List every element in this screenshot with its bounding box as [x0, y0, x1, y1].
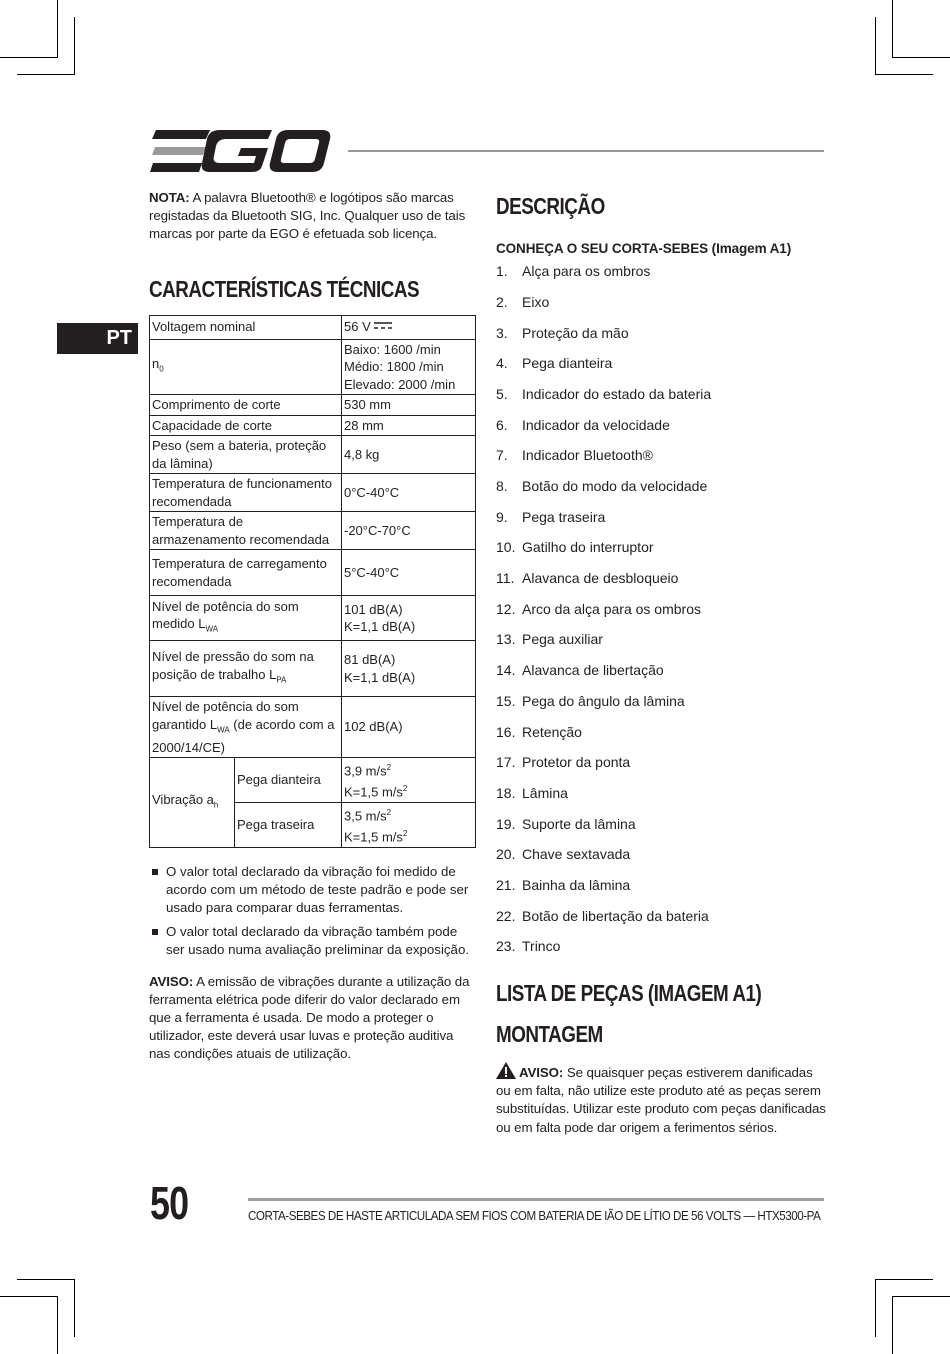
description-subheading: CONHEÇA O SEU CORTA-SEBES (Imagem A1)	[496, 241, 792, 256]
cut-capacity-label: Capacidade de corte	[150, 415, 342, 436]
left-column	[149, 189, 477, 1064]
parts-heading: LISTA DE PEÇAS (IMAGEM A1)	[496, 980, 762, 1007]
list-item: O valor total declarado da vibração foi medido de acordo com um método de teste padrão e pode ser usado para comparar duas ferramentas.	[149, 863, 477, 918]
n0-mid: Médio: 1800 /min	[344, 359, 444, 375]
cut-length-value: 530 mm	[342, 395, 476, 416]
front-handle-values	[342, 758, 476, 803]
page-number: 50	[150, 1177, 189, 1229]
table-row	[150, 758, 476, 803]
front-handle-value: 3,9 $m/s^2$	[344, 763, 392, 779]
list-item: 1. Alça para os ombros	[496, 263, 651, 280]
list-item: 17. Protetor da ponta	[496, 754, 631, 771]
weight-label: Peso (sem a bateria, proteção da lâmina)	[150, 436, 342, 474]
specs-heading: CARACTERÍSTICAS TÉCNICAS	[149, 275, 420, 302]
op-temp-value: 0°C-40°C	[342, 474, 476, 512]
list-item: 8. Botão do modo da velocidade	[496, 478, 708, 495]
list-item: 20. Chave sextavada	[496, 846, 631, 863]
description-heading: DESCRIÇÃO	[496, 193, 605, 219]
aviso-text: A emissão de vibrações durante a utilização da ferramenta elétrica pode diferir do valor declarado em que a ferramenta é usada. De modo a proteger o utilizador, este deverá usar luvas e proteção auditiva nas condições atuais de utilização.	[149, 973, 470, 1062]
list-item: 21. Bainha da lâmina	[496, 876, 631, 893]
vibration-label: Vibração $a_h$	[150, 758, 235, 847]
list-item: 4. Pega dianteira	[496, 355, 613, 372]
list-item: 14. Alavanca de libertação	[496, 662, 664, 679]
table-row	[150, 474, 476, 512]
list-item: 15. Pega do ângulo da lâmina	[496, 692, 685, 709]
sound-power-values	[342, 596, 476, 641]
n0-low: Baixo: 1600 /min	[344, 341, 441, 357]
aviso-label: AVISO:	[149, 973, 194, 989]
op-temp-label: Temperatura de funcionamento recomendada	[150, 474, 342, 512]
header-rule	[348, 150, 824, 152]
weight-value: 4,8 kg	[342, 436, 476, 474]
list-item: 16. Retenção	[496, 723, 582, 740]
list-item: 5. Indicador do estado da bateria	[496, 385, 712, 402]
sound-pressure-k: K=1,1 dB(A)	[344, 669, 416, 685]
list-item: 23. Trinco	[496, 938, 561, 955]
charge-temp-label: Temperatura de carregamento recomendada	[150, 550, 342, 596]
list-item: 12. Arco da alça para os ombros	[496, 600, 701, 617]
vibration-bullets	[149, 863, 477, 960]
rear-handle-value: 3,5 $m/s^2$	[344, 807, 392, 824]
storage-temp-value: -20°C-70°C	[342, 512, 476, 550]
list-item: 3. Proteção da mão	[496, 324, 629, 341]
note-paragraph	[149, 189, 473, 244]
list-item: 18. Lâmina	[496, 784, 568, 801]
n0-values	[342, 339, 476, 395]
table-row	[150, 436, 476, 474]
table-row	[150, 512, 476, 550]
list-item: 2. Eixo	[496, 293, 550, 310]
cut-length-label: Comprimento de corte	[150, 395, 342, 416]
list-item: O valor total declarado da vibração também pode ser usado numa avaliação preliminar da exposição.	[149, 923, 477, 959]
rear-handle-k: K=1,5 $m/s^2$	[344, 828, 408, 845]
sound-power-label: Nível de potência do som medido $L_{WA}$	[150, 596, 342, 641]
list-item: 6. Indicador da velocidade	[496, 416, 670, 433]
right-column	[496, 189, 826, 1137]
footer-rule	[248, 1198, 824, 1201]
voltage-label: Voltagem nominal	[150, 315, 342, 339]
storage-temp-label: Temperatura de armazenamento recomendada	[150, 512, 342, 550]
front-handle-k: K=1,5 $m/s^2$	[344, 784, 408, 800]
table-row	[150, 641, 476, 697]
aviso-label: AVISO:	[519, 1065, 564, 1081]
sound-pressure-values	[342, 641, 476, 697]
table-row	[150, 339, 476, 395]
guaranteed-power-value: 102 dB(A)	[342, 697, 476, 758]
table-row	[150, 697, 476, 758]
n0-label: $n_0$	[150, 339, 342, 395]
dc-symbol-icon	[374, 322, 392, 330]
language-tab: PT	[57, 323, 138, 354]
warning-triangle-icon	[496, 1062, 516, 1079]
rear-handle-values	[342, 802, 476, 847]
list-item: 7. Indicador Bluetooth®	[496, 447, 653, 464]
guaranteed-power-label: Nível de potência do som garantido $L_{WA}$ (de acordo com a 2000/14/CE)	[150, 697, 342, 758]
rear-handle-label: Pega traseira	[235, 802, 342, 847]
charge-temp-value: 5°C-40°C	[342, 550, 476, 596]
list-item: 9. Pega traseira	[496, 508, 606, 525]
table-row	[150, 415, 476, 436]
table-row	[150, 315, 476, 339]
list-item: 22. Botão de libertação da bateria	[496, 907, 709, 924]
voltage-value: 56 V	[344, 319, 371, 335]
specs-table	[149, 315, 476, 848]
table-row	[150, 596, 476, 641]
sound-pressure-label: Nível de pressão do som na posição de trabalho $L_{PA}$	[150, 641, 342, 697]
table-row	[150, 395, 476, 416]
sound-pressure-value: 81 dB(A)	[344, 652, 396, 668]
sound-power-value: 101 dB(A)	[344, 601, 403, 617]
front-handle-label: Pega dianteira	[235, 758, 342, 803]
footer-title: CORTA-SEBES DE HASTE ARTICULADA SEM FIOS COM BATERIA DE IÃO DE LÍTIO DE 56 VOLTS — HTX5300-PA	[248, 1209, 821, 1223]
aviso-vibration-paragraph	[149, 973, 477, 1064]
voltage-cell	[342, 315, 476, 339]
table-row	[150, 550, 476, 596]
ego-logo	[150, 130, 332, 172]
note-text: A palavra Bluetooth® e logótipos são marcas registadas da Bluetooth SIG, Inc. Qualquer uso de tais marcas por parte da EGO é efetuada sob licença.	[149, 190, 466, 242]
list-item: 13. Pega auxiliar	[496, 631, 603, 648]
n0-high: Elevado: 2000 /min	[344, 376, 456, 392]
list-item: 11. Alavanca de desbloqueio	[496, 570, 679, 587]
parts-list	[496, 262, 826, 968]
note-label: NOTA:	[149, 190, 190, 205]
assembly-heading: MONTAGEM	[496, 1021, 603, 1048]
aviso-parts-paragraph	[496, 1062, 826, 1137]
list-item: 10. Gatilho do interruptor	[496, 539, 654, 556]
sound-power-k: K=1,1 dB(A)	[344, 619, 416, 635]
aviso-text: Se quaisquer peças estiverem danificadas ou em falta, não utilize este produto até as peças serem substituídas. Utilizar este produto com peças danificadas ou em falta pode dar origem a ferimentos sérios.	[496, 1065, 826, 1135]
list-item: 19. Suporte da lâmina	[496, 815, 636, 832]
cut-capacity-value: 28 mm	[342, 415, 476, 436]
